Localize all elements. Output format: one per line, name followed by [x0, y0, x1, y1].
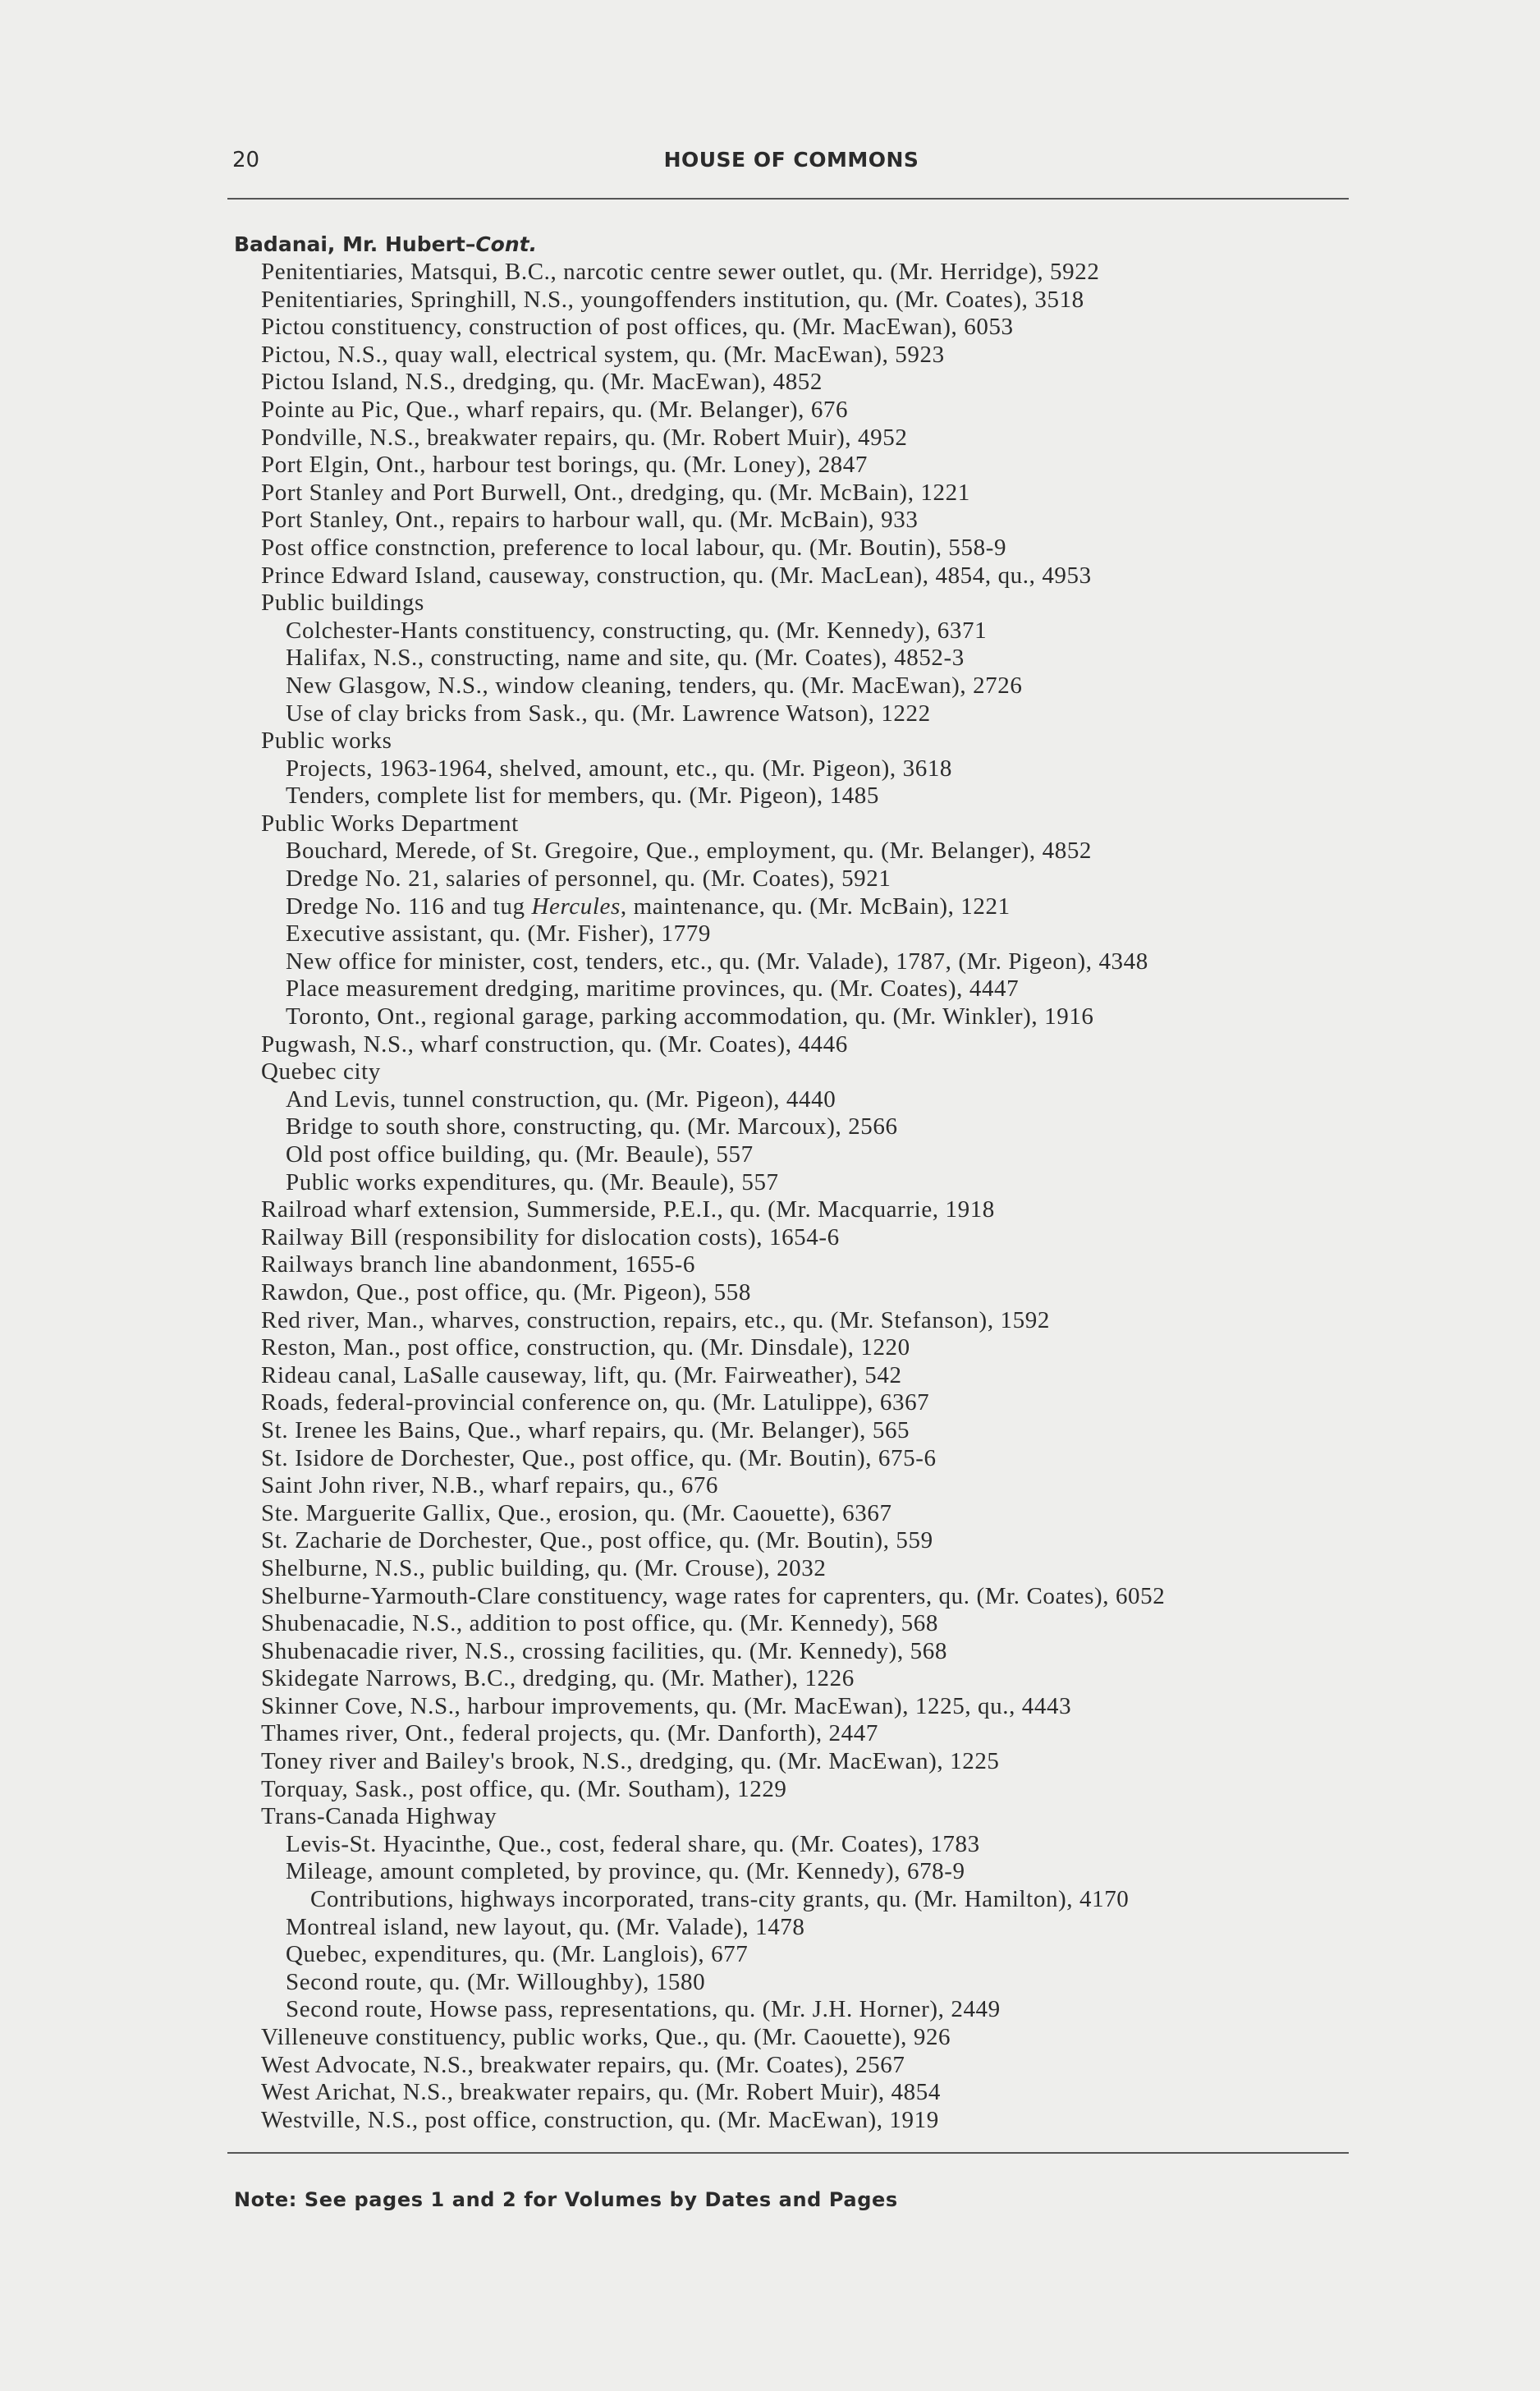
index-entry: Port Elgin, Ont., harbour test borings, qu. (Mr. Loney), 2847	[261, 452, 868, 479]
index-entry: Westville, N.S., post office, construction, qu. (Mr. MacEwan), 1919	[261, 2106, 939, 2133]
index-entry: Villeneuve constituency, public works, Que., qu. (Mr. Caouette), 926	[261, 2024, 951, 2050]
index-subentry: Montreal island, new layout, qu. (Mr. Valade), 1478	[286, 1913, 805, 1940]
heading-continued: Cont.	[475, 232, 538, 256]
index-subentry: Public works expenditures, qu. (Mr. Beaule), 557	[286, 1168, 779, 1196]
index-heading	[234, 231, 1383, 259]
heading-name: Badanai, Mr. Hubert–	[234, 232, 476, 256]
index-subentry: Executive assistant, qu. (Mr. Fisher), 1779	[286, 920, 711, 948]
index-entry: Roads, federal-provincial conference on, qu. (Mr. Latulippe), 6367	[261, 1389, 930, 1416]
index-entry: Railroad wharf extension, Summerside, P.E.I., qu. (Mr. Macquarrie, 1918	[261, 1196, 995, 1223]
running-head-title: HOUSE OF COMMONS	[663, 148, 919, 172]
index-subentry: Levis-St. Hyacinthe, Que., cost, federal share, qu. (Mr. Coates), 1783	[286, 1830, 980, 1857]
entry-list	[234, 259, 1383, 2134]
index-subentry: Contributions, highways incorporated, trans-city grants, qu. (Mr. Hamilton), 4170	[310, 1886, 1130, 1913]
index-subentry: Projects, 1963-1964, shelved, amount, etc., qu. (Mr. Pigeon), 3618	[286, 755, 953, 782]
vessel-name: Hercules	[531, 893, 621, 920]
index-subentry: Bouchard, Merede, of St. Gregoire, Que., employment, qu. (Mr. Belanger), 4852	[286, 838, 1093, 865]
index-entry: Rawdon, Que., post office, qu. (Mr. Pigeon), 558	[261, 1278, 751, 1306]
footer-note: Note: See pages 1 and 2 for Volumes by Dates and Pages	[234, 2188, 898, 2211]
index-entry: Trans-Canada Highway	[261, 1803, 497, 1830]
index-subentry: Place measurement dredging, maritime provinces, qu. (Mr. Coates), 4447	[286, 975, 1020, 1003]
page-header	[232, 148, 1350, 181]
index-subentry: Mileage, amount completed, by province, qu. (Mr. Kennedy), 678-9	[286, 1858, 965, 1885]
index-entry: Shubenacadie river, N.S., crossing facilities, qu. (Mr. Kennedy), 568	[261, 1637, 947, 1664]
index-subentry: Second route, qu. (Mr. Willoughby), 1580	[286, 1968, 706, 1995]
index-entry: Rideau canal, LaSalle causeway, lift, qu. (Mr. Fairweather), 542	[261, 1361, 902, 1388]
index-entry: Penitentiaries, Matsqui, B.C., narcotic centre sewer outlet, qu. (Mr. Herridge), 5922	[261, 259, 1100, 285]
index-entry: Shubenacadie, N.S., addition to post office, qu. (Mr. Kennedy), 568	[261, 1610, 938, 1637]
index-entry: Railways branch line abandonment, 1655-6	[261, 1251, 695, 1278]
index-entry: Public buildings	[261, 590, 424, 617]
index-entry: Quebec city	[261, 1058, 381, 1085]
index-subentry: Quebec, expenditures, qu. (Mr. Langlois), 677	[286, 1941, 749, 1968]
index-entry: Post office constnction, preference to local labour, qu. (Mr. Boutin), 558-9	[261, 534, 1007, 561]
index-entry: Port Stanley and Port Burwell, Ont., dredging, qu. (Mr. McBain), 1221	[261, 479, 970, 506]
index-entry: Pictou Island, N.S., dredging, qu. (Mr. MacEwan), 4852	[261, 369, 823, 396]
index-subentry: Old post office building, qu. (Mr. Beaule), 557	[286, 1141, 754, 1168]
index-entry: Pugwash, N.S., wharf construction, qu. (Mr. Coates), 4446	[261, 1030, 848, 1058]
index-subentry: Dredge No. 21, salaries of personnel, qu. (Mr. Coates), 5921	[286, 865, 891, 893]
index-entry: St. Zacharie de Dorchester, Que., post office, qu. (Mr. Boutin), 559	[261, 1527, 933, 1554]
index-subentry: New office for minister, cost, tenders, etc., qu. (Mr. Valade), 1787, (Mr. Pigeon), 4348	[286, 948, 1148, 975]
index-entry: Saint John river, N.B., wharf repairs, qu., 676	[261, 1472, 718, 1499]
index-entry: Toney river and Bailey's brook, N.S., dredging, qu. (Mr. MacEwan), 1225	[261, 1748, 1000, 1775]
index-entry: Pointe au Pic, Que., wharf repairs, qu. (Mr. Belanger), 676	[261, 396, 849, 423]
index-subentry: Halifax, N.S., constructing, name and site, qu. (Mr. Coates), 4852-3	[286, 645, 965, 672]
index-subentry: Second route, Howse pass, representations, qu. (Mr. J.H. Horner), 2449	[286, 1996, 1001, 2023]
index-entry: Shelburne, N.S., public building, qu. (Mr. Crouse), 2032	[261, 1554, 827, 1581]
index-entry: West Arichat, N.S., breakwater repairs, qu. (Mr. Robert Muir), 4854	[261, 2079, 941, 2106]
header-rule	[227, 198, 1349, 200]
index-entry: Skidegate Narrows, B.C., dredging, qu. (Mr. Mather), 1226	[261, 1665, 855, 1692]
index-subentry: Colchester-Hants constituency, constructing, qu. (Mr. Kennedy), 6371	[286, 617, 988, 644]
index-entry: Pictou constituency, construction of post offices, qu. (Mr. MacEwan), 6053	[261, 314, 1014, 341]
index-subentry: Use of clay bricks from Sask., qu. (Mr. Lawrence Watson), 1222	[286, 700, 931, 727]
index-subentry: Toronto, Ont., regional garage, parking accommodation, qu. (Mr. Winkler), 1916	[286, 1003, 1094, 1030]
index-entry: Shelburne-Yarmouth-Clare constituency, wage rates for caprenters, qu. (Mr. Coates), 6052	[261, 1582, 1166, 1609]
index-entry: Thames river, Ont., federal projects, qu. (Mr. Danforth), 2447	[261, 1720, 878, 1747]
index-entry: Reston, Man., post office, construction, qu. (Mr. Dinsdale), 1220	[261, 1334, 910, 1361]
index-entry: Torquay, Sask., post office, qu. (Mr. Southam), 1229	[261, 1775, 787, 1802]
index-subentry: Dredge No. 116 and tug Hercules, maintenance, qu. (Mr. McBain), 1221	[286, 893, 1011, 920]
index-entry: Pictou, N.S., quay wall, electrical system, qu. (Mr. MacEwan), 5923	[261, 341, 945, 368]
index-subentry: Bridge to south shore, constructing, qu. (Mr. Marcoux), 2566	[286, 1113, 898, 1140]
index-entry: Public Works Department	[261, 810, 519, 837]
index-entry: Ste. Marguerite Gallix, Que., erosion, qu. (Mr. Caouette), 6367	[261, 1499, 892, 1526]
index-subentry: New Glasgow, N.S., window cleaning, tenders, qu. (Mr. MacEwan), 2726	[286, 672, 1023, 699]
footer-rule	[227, 2152, 1349, 2154]
index-subentry: Tenders, complete list for members, qu. (Mr. Pigeon), 1485	[286, 782, 879, 810]
index-entry: Public works	[261, 727, 392, 755]
index-entry: St. Isidore de Dorchester, Que., post office, qu. (Mr. Boutin), 675-6	[261, 1444, 937, 1471]
index-entries	[234, 231, 1383, 2134]
index-entry: Port Stanley, Ont., repairs to harbour wall, qu. (Mr. McBain), 933	[261, 507, 919, 534]
index-entry: Prince Edward Island, causeway, construction, qu. (Mr. MacLean), 4854, qu., 4953	[261, 562, 1092, 589]
index-entry: Penitentiaries, Springhill, N.S., youngoffenders institution, qu. (Mr. Coates), 3518	[261, 286, 1084, 313]
index-entry: St. Irenee les Bains, Que., wharf repairs, qu. (Mr. Belanger), 565	[261, 1416, 910, 1443]
index-entry: West Advocate, N.S., breakwater repairs, qu. (Mr. Coates), 2567	[261, 2051, 905, 2078]
index-subentry: And Levis, tunnel construction, qu. (Mr. Pigeon), 4440	[286, 1085, 836, 1113]
index-entry: Pondville, N.S., breakwater repairs, qu. (Mr. Robert Muir), 4952	[261, 424, 908, 451]
index-entry: Railway Bill (responsibility for dislocation costs), 1654-6	[261, 1223, 840, 1251]
index-entry: Skinner Cove, N.S., harbour improvements, qu. (Mr. MacEwan), 1225, qu., 4443	[261, 1692, 1072, 1719]
index-entry: Red river, Man., wharves, construction, repairs, etc., qu. (Mr. Stefanson), 1592	[261, 1306, 1050, 1333]
page-number: 20	[232, 148, 260, 172]
